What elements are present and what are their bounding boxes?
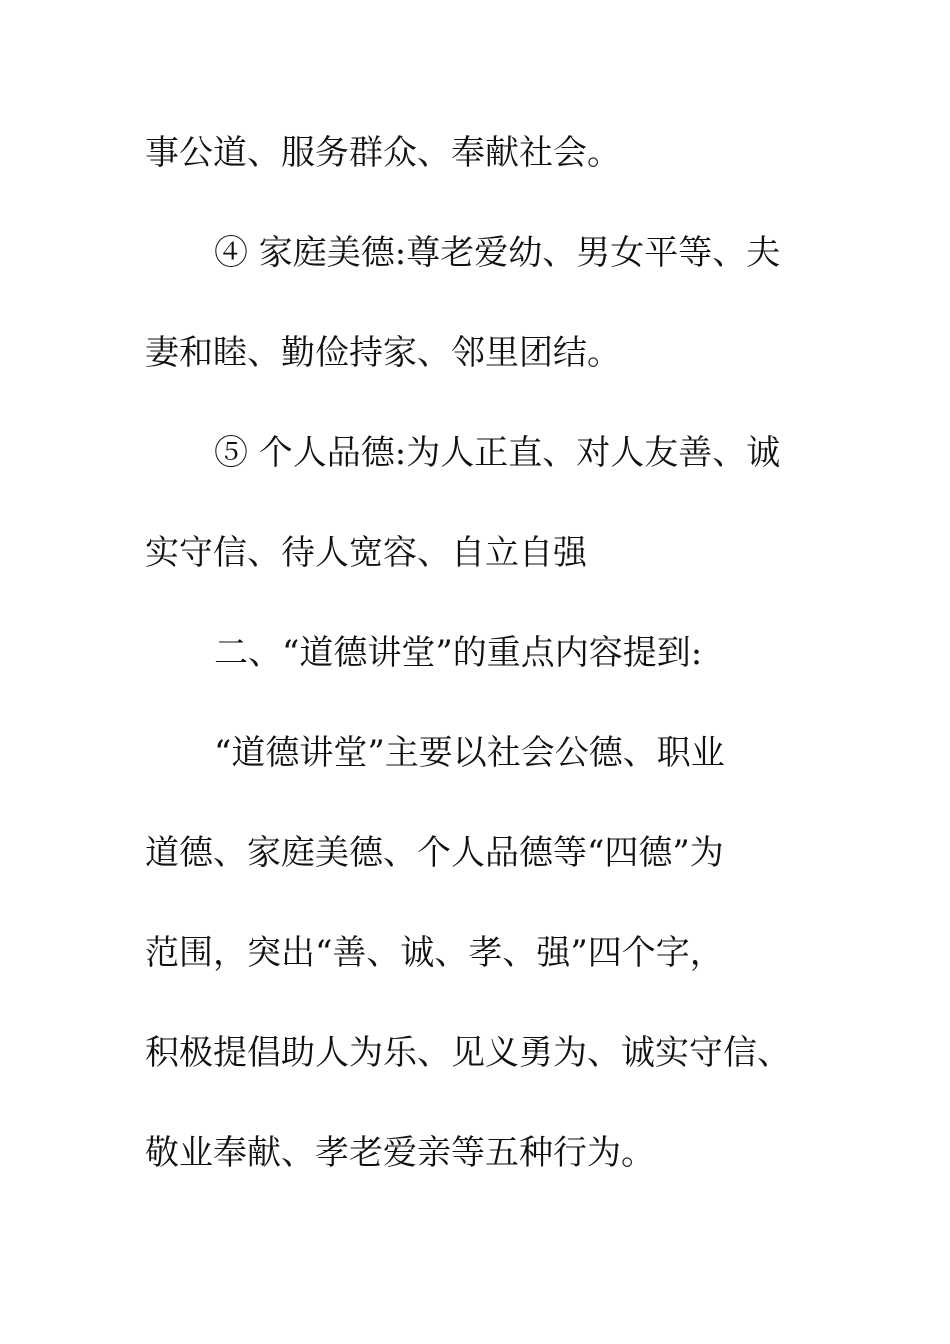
item-five-personal-virtue: ⑤ 个人品德:为人正直、对人友善、诚 — [214, 433, 781, 473]
section-heading: 二、“道德讲堂”的重点内容提到: — [214, 633, 703, 673]
paragraph-line: 妻和睦、勤俭持家、邻里团结。 — [145, 333, 621, 373]
paragraph-line: 事公道、服务群众、奉献社会。 — [145, 133, 621, 173]
paragraph-line: 敬业奉献、孝老爱亲等五种行为。 — [145, 1133, 655, 1173]
paragraph-line: 积极提倡助人为乐、见义勇为、诚实守信、 — [145, 1033, 791, 1073]
paragraph-line: “道德讲堂”主要以社会公德、职业 — [214, 733, 725, 773]
paragraph-line: 实守信、待人宽容、自立自强 — [145, 533, 587, 573]
item-four-family-virtue: ④ 家庭美德:尊老爱幼、男女平等、夫 — [214, 233, 781, 273]
paragraph-line: 范围，突出“善、诚、孝、强”四个字， — [145, 933, 724, 973]
paragraph-line: 道德、家庭美德、个人品德等“四德”为 — [145, 833, 724, 873]
